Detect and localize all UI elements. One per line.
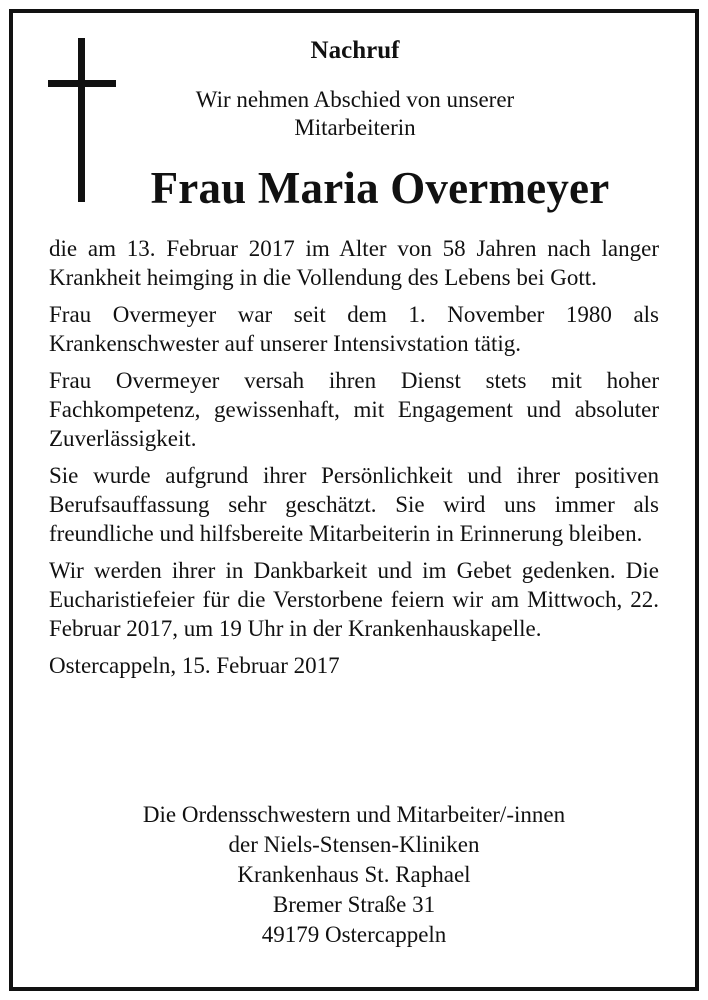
sender-line-2: der Niels-Stensen-Kliniken (228, 832, 480, 857)
sender-line-5: 49179 Ostercappeln (261, 922, 447, 947)
sender-line-1: Die Ordensschwestern und Mitarbeiter/-innen (142, 802, 566, 827)
place-date: Ostercappeln, 15. Februar 2017 (49, 653, 340, 678)
farewell-intro-line-2: Mitarbeiterin (294, 115, 416, 140)
sender-block (49, 800, 659, 950)
sender-line-3: Krankenhaus St. Raphael (237, 862, 471, 887)
paragraph-memorial-service: Wir werden ihrer in Dankbarkeit und im Gebet gedenken. Die Eucharistiefeier für die Verstorbene feiern wir am Mittwoch, 22. Februar 2017, um 19 Uhr in der Krankenhauskapelle. (49, 558, 659, 641)
farewell-intro (150, 86, 560, 142)
sender-line-4: Bremer Straße 31 (272, 892, 436, 917)
cross-horizontal-bar (48, 80, 116, 87)
paragraph-service: Frau Overmeyer versah ihren Dienst stets mit hoher Fachkompetenz, gewissenhaft, mit Engagement und absoluter Zuverlässigkeit. (49, 368, 659, 451)
farewell-intro-line-1: Wir nehmen Abschied von unserer (195, 87, 515, 112)
cross-vertical-bar (78, 38, 85, 202)
paragraph-employment: Frau Overmeyer war seit dem 1. November 1980 als Krankenschwester auf unserer Intensivstation tätig. (49, 302, 659, 356)
paragraph-death-notice: die am 13. Februar 2017 im Alter von 58 Jahren nach langer Krankheit heimging in die Vollendung des Lebens bei Gott. (49, 236, 659, 290)
obituary-body (49, 234, 659, 688)
obituary-title: Nachruf (310, 37, 400, 64)
paragraph-appreciation: Sie wurde aufgrund ihrer Persönlichkeit und ihrer positiven Berufsauffassung sehr geschätzt. Sie wird uns immer als freundliche und hilfsbereite Mitarbeiterin in Erinnerung bleiben. (49, 463, 659, 546)
deceased-name: Frau Maria Overmeyer (150, 163, 610, 213)
